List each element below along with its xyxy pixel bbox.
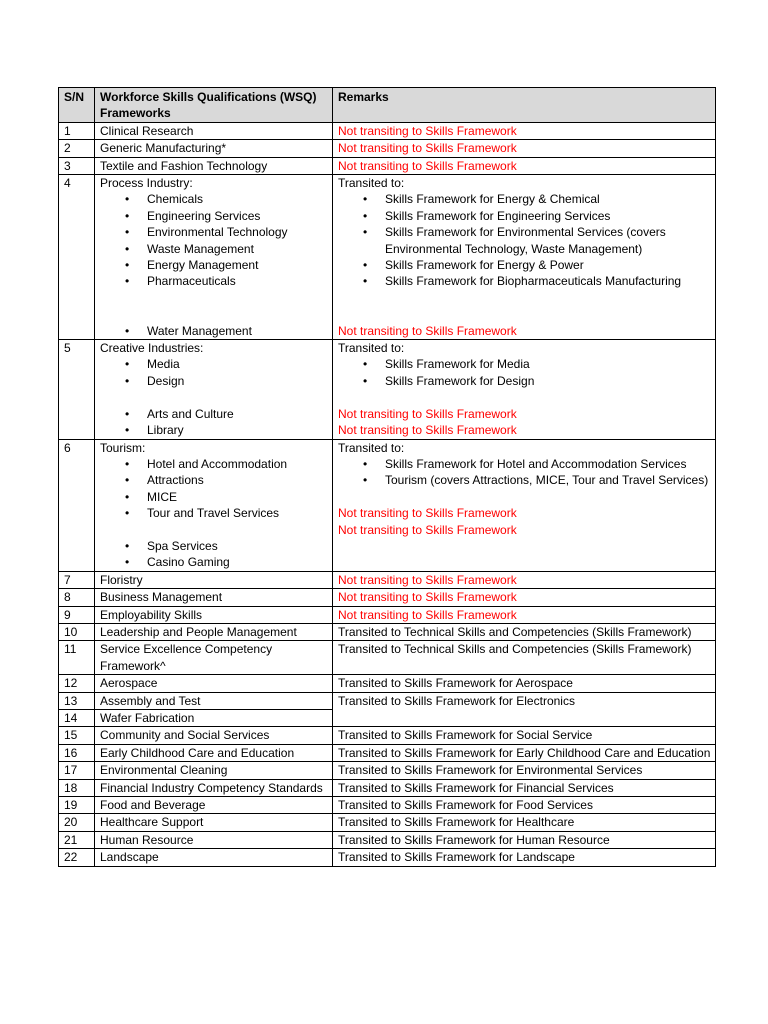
remark-not-transiting: Not transiting to Skills Framework [333, 157, 716, 174]
list-item: • Engineering Services [100, 208, 332, 224]
remark-cell [333, 340, 716, 439]
list-item: • Design [100, 373, 332, 389]
list-item: • Casino Gaming [100, 554, 332, 570]
sn-cell: 6 [59, 439, 95, 571]
remark-cell: Transited to Skills Framework for Social Service [333, 727, 716, 744]
framework-sublist [100, 456, 332, 522]
sn-cell: 12 [59, 675, 95, 692]
sn-cell: 4 [59, 175, 95, 340]
sn-cell: 2 [59, 140, 95, 157]
sn-cell: 9 [59, 606, 95, 623]
header-sn: S/N [59, 88, 95, 123]
table-row [59, 797, 716, 814]
remark-not-transiting: Not transiting to Skills Framework [333, 140, 716, 157]
list-item: • Chemicals [100, 191, 332, 207]
remark-not-transiting: Not transiting to Skills Framework [333, 589, 716, 606]
remark-not-transiting: Not transiting to Skills Framework [338, 522, 517, 537]
table-row [59, 589, 716, 606]
list-item: • Pharmaceuticals [100, 273, 332, 289]
table-row [59, 439, 716, 571]
remark-sublist [338, 191, 715, 289]
list-item: • Media [100, 356, 332, 372]
table-row [59, 175, 716, 340]
framework-sublist [100, 191, 332, 289]
sn-cell: 7 [59, 571, 95, 588]
table-row [59, 779, 716, 796]
table-row [59, 675, 716, 692]
sn-cell: 13 [59, 692, 95, 709]
remark-cell: Transited to Skills Framework for Human Resource [333, 831, 716, 848]
list-item: • Skills Framework for Energy & Chemical [338, 191, 715, 207]
framework-cell: Human Resource [95, 831, 333, 848]
framework-sublist [100, 538, 332, 571]
remark-not-transiting: Not transiting to Skills Framework [338, 406, 517, 421]
framework-cell: Financial Industry Competency Standards [95, 779, 333, 796]
framework-cell: Floristry [95, 571, 333, 588]
framework-sublist [100, 323, 332, 339]
framework-cell: Healthcare Support [95, 814, 333, 831]
table-row [59, 606, 716, 623]
remark-not-transiting: Not transiting to Skills Framework [333, 606, 716, 623]
remark-cell: Transited to Skills Framework for Early Childhood Care and Education [333, 744, 716, 761]
remark-cell: Transited to Skills Framework for Financial Services [333, 779, 716, 796]
remark-cell: Transited to Skills Framework for Electronics [333, 692, 716, 727]
remark-not-transiting: Not transiting to Skills Framework [338, 323, 517, 338]
remark-cell: Transited to Skills Framework for Landscape [333, 849, 716, 866]
framework-title: Tourism: [100, 440, 146, 455]
framework-cell: Leadership and People Management [95, 623, 333, 640]
remark-cell [333, 175, 716, 340]
remark-cell: Transited to Skills Framework for Healthcare [333, 814, 716, 831]
remark-not-transiting: Not transiting to Skills Framework [338, 423, 517, 438]
framework-cell: Wafer Fabrication [95, 709, 333, 726]
remark-not-transiting: Not transiting to Skills Framework [333, 571, 716, 588]
framework-sublist [100, 356, 332, 389]
framework-cell: Environmental Cleaning [95, 762, 333, 779]
framework-cell: Textile and Fashion Technology [95, 157, 333, 174]
table-row [59, 140, 716, 157]
framework-cell: Service Excellence Competency Framework^ [95, 641, 333, 675]
header-framework: Workforce Skills Qualifications (WSQ) Frameworks [95, 88, 333, 123]
sn-cell: 15 [59, 727, 95, 744]
list-item: • Skills Framework for Hotel and Accommodation Services [338, 456, 715, 472]
list-item: • Library [100, 422, 332, 438]
remark-cell: Transited to Technical Skills and Competencies (Skills Framework) [333, 623, 716, 640]
list-item: • Energy Management [100, 257, 332, 273]
framework-cell: Landscape [95, 849, 333, 866]
wsq-transition-table-container [58, 87, 715, 867]
sn-cell: 16 [59, 744, 95, 761]
framework-cell [95, 175, 333, 340]
list-item: • Waste Management [100, 241, 332, 257]
list-item: • Skills Framework for Engineering Services [338, 208, 715, 224]
remark-cell: Transited to Skills Framework for Aerospace [333, 675, 716, 692]
sn-cell: 8 [59, 589, 95, 606]
table-row [59, 692, 716, 709]
sn-cell: 18 [59, 779, 95, 796]
transited-to-label: Transited to: [338, 341, 405, 356]
remark-not-transiting: Not transiting to Skills Framework [338, 506, 517, 521]
list-item: • Water Management [100, 323, 332, 339]
list-item: • Skills Framework for Media [338, 356, 715, 372]
framework-title: Creative Industries: [100, 341, 204, 356]
sn-cell: 10 [59, 623, 95, 640]
list-item: • Tour and Travel Services [100, 505, 332, 521]
framework-cell [95, 439, 333, 571]
header-remarks: Remarks [333, 88, 716, 123]
framework-cell: Community and Social Services [95, 727, 333, 744]
framework-sublist [100, 406, 332, 439]
sn-cell: 17 [59, 762, 95, 779]
table-row [59, 849, 716, 866]
table-row [59, 623, 716, 640]
list-item: • Skills Framework for Design [338, 373, 715, 389]
list-item: • Environmental Technology [100, 224, 332, 240]
list-item: • Spa Services [100, 538, 332, 554]
sn-cell: 19 [59, 797, 95, 814]
table-row [59, 122, 716, 139]
table-row [59, 814, 716, 831]
framework-cell: Early Childhood Care and Education [95, 744, 333, 761]
sn-cell: 22 [59, 849, 95, 866]
table-row [59, 641, 716, 675]
table-row [59, 157, 716, 174]
list-item: • Tourism (covers Attractions, MICE, Tour and Travel Services) [338, 472, 715, 488]
framework-cell: Food and Beverage [95, 797, 333, 814]
sn-cell: 1 [59, 122, 95, 139]
table-header-row [59, 88, 716, 123]
framework-cell [95, 340, 333, 439]
remark-sublist [338, 356, 715, 389]
table-row [59, 762, 716, 779]
framework-cell: Assembly and Test [95, 692, 333, 709]
remark-cell: Transited to Skills Framework for Environmental Services [333, 762, 716, 779]
table-row [59, 571, 716, 588]
sn-cell: 5 [59, 340, 95, 439]
framework-cell: Business Management [95, 589, 333, 606]
sn-cell: 21 [59, 831, 95, 848]
list-item: • Hotel and Accommodation [100, 456, 332, 472]
sn-cell: 3 [59, 157, 95, 174]
table-row [59, 831, 716, 848]
list-item: • Attractions [100, 472, 332, 488]
remark-cell: Transited to Technical Skills and Competencies (Skills Framework) [333, 641, 716, 675]
list-item: • Arts and Culture [100, 406, 332, 422]
remark-sublist [338, 456, 715, 489]
framework-cell: Aerospace [95, 675, 333, 692]
transited-to-label: Transited to: [338, 440, 405, 455]
list-item: • Skills Framework for Energy & Power [338, 257, 715, 273]
sn-cell: 11 [59, 641, 95, 675]
framework-cell: Clinical Research [95, 122, 333, 139]
list-item: • Skills Framework for Biopharmaceuticals Manufacturing [338, 273, 715, 289]
table-row [59, 744, 716, 761]
table-row [59, 340, 716, 439]
sn-cell: 14 [59, 709, 95, 726]
sn-cell: 20 [59, 814, 95, 831]
transited-to-label: Transited to: [338, 176, 405, 191]
framework-cell: Generic Manufacturing* [95, 140, 333, 157]
remark-cell [333, 439, 716, 571]
table-row [59, 727, 716, 744]
framework-cell: Employability Skills [95, 606, 333, 623]
list-item: • Skills Framework for Environmental Services (covers Environmental Technology, Waste Management) [338, 224, 715, 257]
wsq-transition-table [58, 87, 716, 867]
remark-not-transiting: Not transiting to Skills Framework [333, 122, 716, 139]
list-item: • MICE [100, 489, 332, 505]
framework-title: Process Industry: [100, 176, 193, 191]
remark-cell: Transited to Skills Framework for Food Services [333, 797, 716, 814]
